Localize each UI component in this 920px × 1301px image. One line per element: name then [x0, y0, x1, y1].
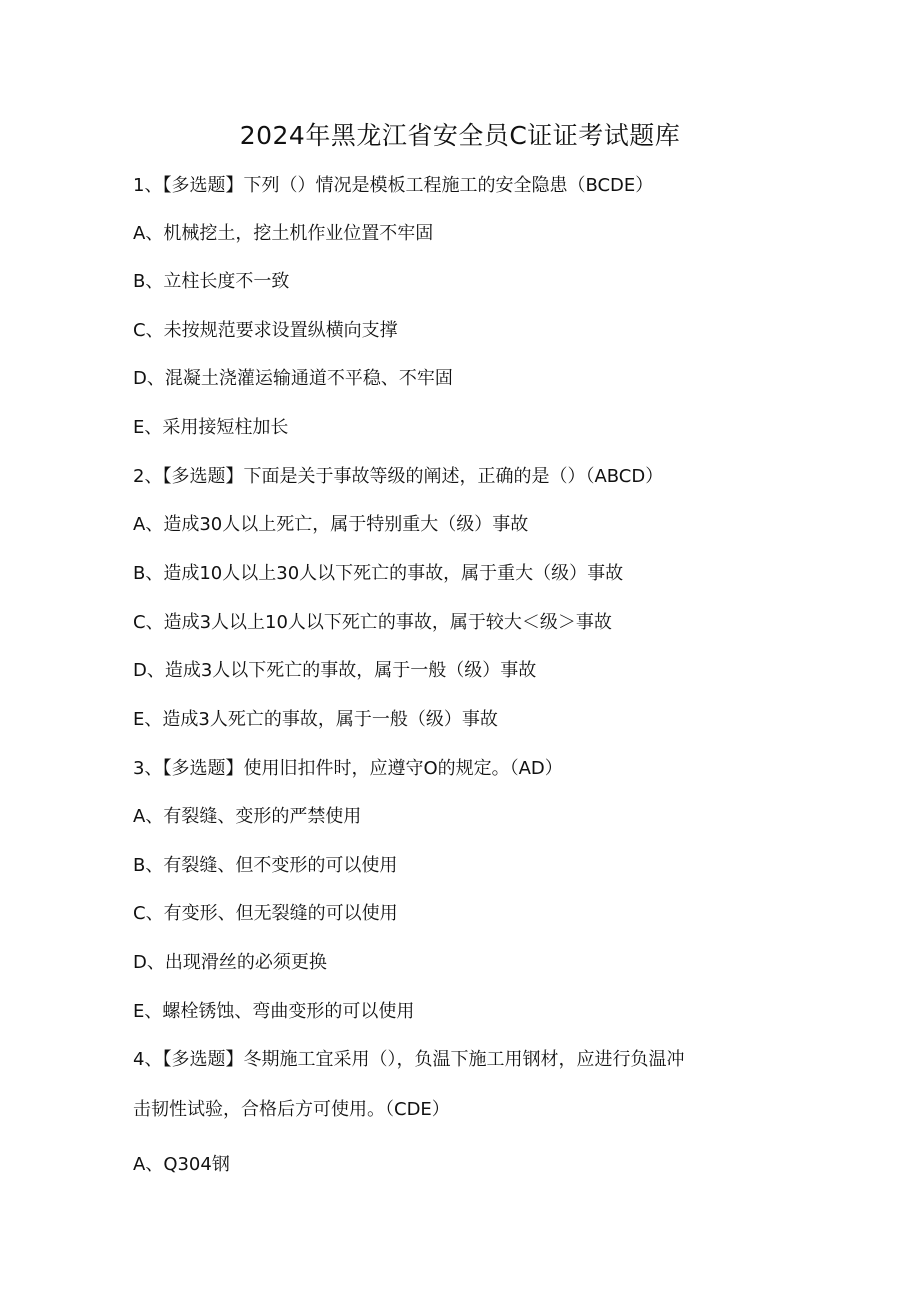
question-4-stem-line-2: 击韧性试验，合格后方可使用。（CDE） [133, 1099, 450, 1120]
question-1-stem: 1、【多选题】下列（）情况是模板工程施工的安全隐患（BCDE） [133, 175, 654, 196]
question-2-option-a: A、造成30人以上死亡，属于特别重大（级）事故 [133, 514, 529, 535]
question-3-option-d: D、出现滑丝的必须更换 [133, 952, 327, 973]
question-4-stem-line-1: 4、【多选题】冬期施工宜采用（），负温下施工用钢材，应进行负温冲 [133, 1049, 685, 1070]
question-4-option-a: A、Q304钢 [133, 1154, 230, 1175]
question-2-option-e: E、造成3人死亡的事故，属于一般（级）事故 [133, 709, 498, 730]
question-3-option-a: A、有裂缝、变形的严禁使用 [133, 806, 362, 827]
question-1-option-c: C、未按规范要求设置纵横向支撑 [133, 320, 398, 341]
question-2-option-d: D、造成3人以下死亡的事故，属于一般（级）事故 [133, 660, 537, 681]
question-1-option-e: E、采用接短柱加长 [133, 417, 289, 438]
question-2-option-b: B、造成10人以上30人以下死亡的事故，属于重大（级）事故 [133, 563, 624, 584]
question-2-option-c: C、造成3人以上10人以下死亡的事故，属于较大＜级＞事故 [133, 612, 612, 633]
question-1-option-a: A、机械挖土，挖土机作业位置不牢固 [133, 223, 434, 244]
question-3-option-b: B、有裂缝、但不变形的可以使用 [133, 855, 398, 876]
question-3-stem: 3、【多选题】使用旧扣件时，应遵守O的规定。（AD） [133, 758, 563, 779]
question-2-stem: 2、【多选题】下面是关于事故等级的阐述，正确的是（）（ABCD） [133, 466, 664, 487]
document-title: 2024年黑龙江省安全员C证证考试题库 [239, 121, 681, 150]
question-3-option-c: C、有变形、但无裂缝的可以使用 [133, 903, 398, 924]
question-3-option-e: E、螺栓锈蚀、弯曲变形的可以使用 [133, 1001, 415, 1022]
question-1-option-d: D、混凝土浇灌运输通道不平稳、不牢固 [133, 368, 453, 389]
question-1-option-b: B、立柱长度不一致 [133, 271, 290, 292]
